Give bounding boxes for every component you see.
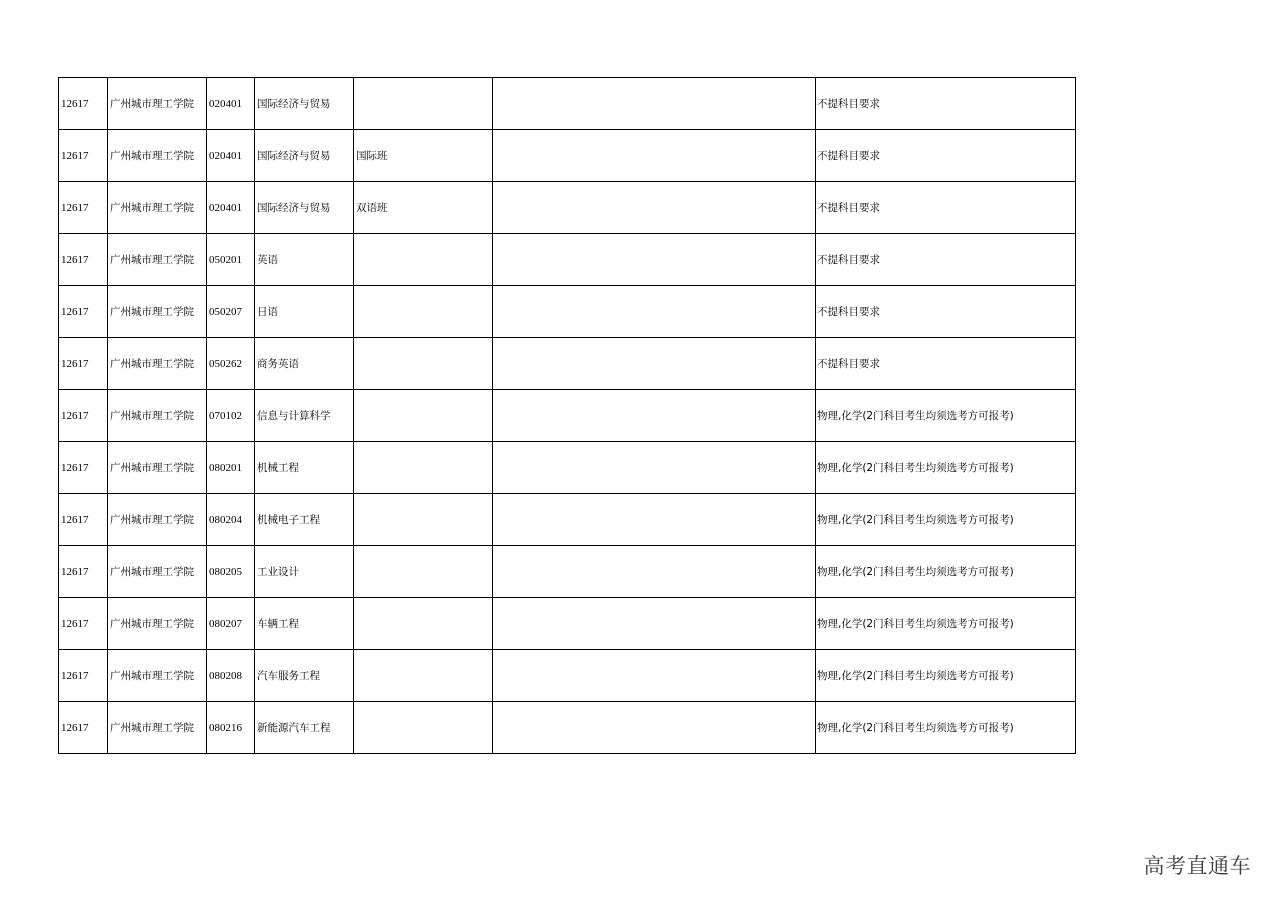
subject-requirement-cell: 不提科目要求 — [816, 130, 1076, 182]
extra-cell — [493, 234, 816, 286]
subject-requirement-table — [58, 77, 1076, 754]
major-code-cell: 080216 — [207, 702, 255, 754]
table-row — [59, 650, 1076, 702]
table-row — [59, 234, 1076, 286]
major-code-cell: 080207 — [207, 598, 255, 650]
extra-cell — [493, 442, 816, 494]
major-code-cell: 050262 — [207, 338, 255, 390]
major-note-cell: 国际班 — [354, 130, 493, 182]
major-code-cell: 080205 — [207, 546, 255, 598]
subject-requirement-cell: 物理,化学(2门科目考生均须选考方可报考) — [816, 650, 1076, 702]
major-code-cell: 020401 — [207, 78, 255, 130]
subject-requirement-cell: 不提科目要求 — [816, 338, 1076, 390]
table-row — [59, 78, 1076, 130]
school-code-cell: 12617 — [59, 234, 108, 286]
subject-requirement-cell: 不提科目要求 — [816, 78, 1076, 130]
major-code-cell: 020401 — [207, 130, 255, 182]
school-name-cell: 广州城市理工学院 — [108, 494, 207, 546]
school-name-cell: 广州城市理工学院 — [108, 598, 207, 650]
school-code-cell: 12617 — [59, 442, 108, 494]
subject-requirement-cell: 物理,化学(2门科目考生均须选考方可报考) — [816, 546, 1076, 598]
major-note-cell — [354, 338, 493, 390]
major-name-cell: 国际经济与贸易 — [255, 78, 354, 130]
school-code-cell: 12617 — [59, 78, 108, 130]
extra-cell — [493, 598, 816, 650]
major-name-cell: 日语 — [255, 286, 354, 338]
extra-cell — [493, 494, 816, 546]
table-row — [59, 702, 1076, 754]
school-name-cell: 广州城市理工学院 — [108, 338, 207, 390]
subject-requirement-cell: 不提科目要求 — [816, 234, 1076, 286]
extra-cell — [493, 650, 816, 702]
major-name-cell: 机械电子工程 — [255, 494, 354, 546]
major-name-cell: 新能源汽车工程 — [255, 702, 354, 754]
school-name-cell: 广州城市理工学院 — [108, 182, 207, 234]
school-code-cell: 12617 — [59, 546, 108, 598]
extra-cell — [493, 546, 816, 598]
subject-requirement-cell: 物理,化学(2门科目考生均须选考方可报考) — [816, 702, 1076, 754]
extra-cell — [493, 78, 816, 130]
major-code-cell: 070102 — [207, 390, 255, 442]
major-name-cell: 机械工程 — [255, 442, 354, 494]
major-name-cell: 国际经济与贸易 — [255, 130, 354, 182]
subject-requirement-cell: 不提科目要求 — [816, 182, 1076, 234]
school-name-cell: 广州城市理工学院 — [108, 650, 207, 702]
school-name-cell: 广州城市理工学院 — [108, 442, 207, 494]
school-name-cell: 广州城市理工学院 — [108, 546, 207, 598]
major-code-cell: 080204 — [207, 494, 255, 546]
subject-requirement-cell: 物理,化学(2门科目考生均须选考方可报考) — [816, 494, 1076, 546]
major-name-cell: 汽车服务工程 — [255, 650, 354, 702]
subject-requirement-cell: 不提科目要求 — [816, 286, 1076, 338]
subject-requirement-cell: 物理,化学(2门科目考生均须选考方可报考) — [816, 598, 1076, 650]
school-name-cell: 广州城市理工学院 — [108, 286, 207, 338]
table-row — [59, 390, 1076, 442]
school-name-cell: 广州城市理工学院 — [108, 702, 207, 754]
major-code-cell: 050207 — [207, 286, 255, 338]
school-code-cell: 12617 — [59, 702, 108, 754]
extra-cell — [493, 130, 816, 182]
school-code-cell: 12617 — [59, 650, 108, 702]
major-note-cell — [354, 442, 493, 494]
school-code-cell: 12617 — [59, 130, 108, 182]
extra-cell — [493, 286, 816, 338]
major-note-cell — [354, 234, 493, 286]
school-name-cell: 广州城市理工学院 — [108, 390, 207, 442]
major-name-cell: 信息与计算科学 — [255, 390, 354, 442]
school-name-cell: 广州城市理工学院 — [108, 234, 207, 286]
major-name-cell: 英语 — [255, 234, 354, 286]
school-code-cell: 12617 — [59, 494, 108, 546]
watermark-text: 高考直通车 — [1143, 854, 1251, 878]
school-code-cell: 12617 — [59, 390, 108, 442]
table-row — [59, 286, 1076, 338]
extra-cell — [493, 390, 816, 442]
major-note-cell — [354, 286, 493, 338]
major-note-cell — [354, 78, 493, 130]
major-name-cell: 国际经济与贸易 — [255, 182, 354, 234]
major-name-cell: 商务英语 — [255, 338, 354, 390]
school-name-cell: 广州城市理工学院 — [108, 130, 207, 182]
table-row — [59, 130, 1076, 182]
major-code-cell: 080208 — [207, 650, 255, 702]
major-name-cell: 工业设计 — [255, 546, 354, 598]
table-row — [59, 182, 1076, 234]
table-row — [59, 494, 1076, 546]
major-note-cell — [354, 598, 493, 650]
school-code-cell: 12617 — [59, 286, 108, 338]
major-code-cell: 020401 — [207, 182, 255, 234]
table-row — [59, 338, 1076, 390]
school-code-cell: 12617 — [59, 182, 108, 234]
major-note-cell: 双语班 — [354, 182, 493, 234]
school-code-cell: 12617 — [59, 338, 108, 390]
table-row — [59, 442, 1076, 494]
table-row — [59, 546, 1076, 598]
extra-cell — [493, 182, 816, 234]
major-code-cell: 050201 — [207, 234, 255, 286]
major-note-cell — [354, 494, 493, 546]
major-code-cell: 080201 — [207, 442, 255, 494]
school-code-cell: 12617 — [59, 598, 108, 650]
extra-cell — [493, 702, 816, 754]
subject-requirement-cell: 物理,化学(2门科目考生均须选考方可报考) — [816, 442, 1076, 494]
major-note-cell — [354, 390, 493, 442]
major-note-cell — [354, 546, 493, 598]
table-row — [59, 598, 1076, 650]
major-note-cell — [354, 650, 493, 702]
extra-cell — [493, 338, 816, 390]
school-name-cell: 广州城市理工学院 — [108, 78, 207, 130]
major-note-cell — [354, 702, 493, 754]
table-body — [59, 78, 1076, 754]
major-name-cell: 车辆工程 — [255, 598, 354, 650]
subject-requirement-cell: 物理,化学(2门科目考生均须选考方可报考) — [816, 390, 1076, 442]
